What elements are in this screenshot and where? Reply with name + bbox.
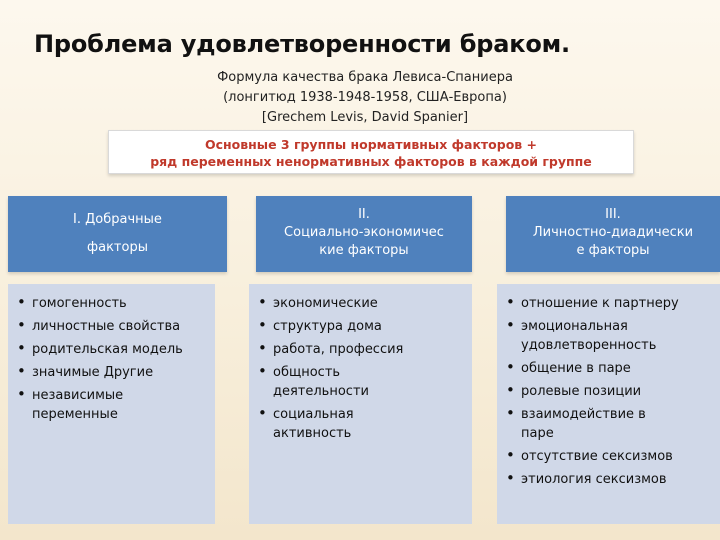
list-item: • отсутствие сексизмов xyxy=(505,447,716,466)
banner-line: Основные 3 группы нормативных факторов + xyxy=(204,137,538,152)
list-item: • структура дома xyxy=(257,317,468,336)
subtitle-line: Формула качества брака Левиса-Спаниера xyxy=(217,70,513,85)
header-line: факторы xyxy=(87,240,148,255)
summary-banner xyxy=(108,130,634,174)
header-line: кие факторы xyxy=(319,243,409,258)
list-item: • значимые Другие xyxy=(16,363,211,382)
column-body-socioeconomic xyxy=(249,284,472,524)
subtitle xyxy=(0,68,720,128)
list-item: • общность деятельности xyxy=(257,363,383,401)
header-line: II. xyxy=(358,207,370,222)
column-header-personal-dyadic xyxy=(506,196,720,272)
list-item: • работа, профессия xyxy=(257,340,468,359)
page-title: Проблема удовлетворенности браком. xyxy=(34,30,570,58)
column-body-premarital xyxy=(8,284,215,524)
list-item: • отношение к партнеру xyxy=(505,294,716,313)
header-line: Социально-экономичес xyxy=(284,225,444,240)
list-item: • этиология сексизмов xyxy=(505,470,716,489)
list-item: • социальная активность xyxy=(257,405,373,443)
list-item: • личностные свойства xyxy=(16,317,211,336)
header-line: Личностно-диадически xyxy=(532,225,694,240)
list-item: • экономические xyxy=(257,294,468,313)
subtitle-line: [Grechem Levis, David Spanier] xyxy=(261,110,469,125)
column-header-premarital xyxy=(8,196,227,272)
column-header-socioeconomic xyxy=(256,196,472,272)
list-item: • гомогенность xyxy=(16,294,211,313)
banner-line: ряд переменных ненормативных факторов в каждой группе xyxy=(150,154,592,169)
list-item: • эмоциональная удовлетворенность xyxy=(505,317,691,355)
list-item: • ролевые позиции xyxy=(505,382,716,401)
header-line: I. Добрачные xyxy=(73,212,162,227)
subtitle-line: (лонгитюд 1938-1948-1958, США-Европа) xyxy=(223,90,507,105)
header-line: III. xyxy=(605,207,621,222)
list-item: • родительская модель xyxy=(16,340,211,359)
list-item: • независимые переменные xyxy=(16,386,142,424)
list-item: • общение в паре xyxy=(505,359,716,378)
header-line: е факторы xyxy=(576,243,650,258)
column-body-personal-dyadic xyxy=(497,284,720,524)
list-item: • взаимодействие в паре xyxy=(505,405,671,443)
